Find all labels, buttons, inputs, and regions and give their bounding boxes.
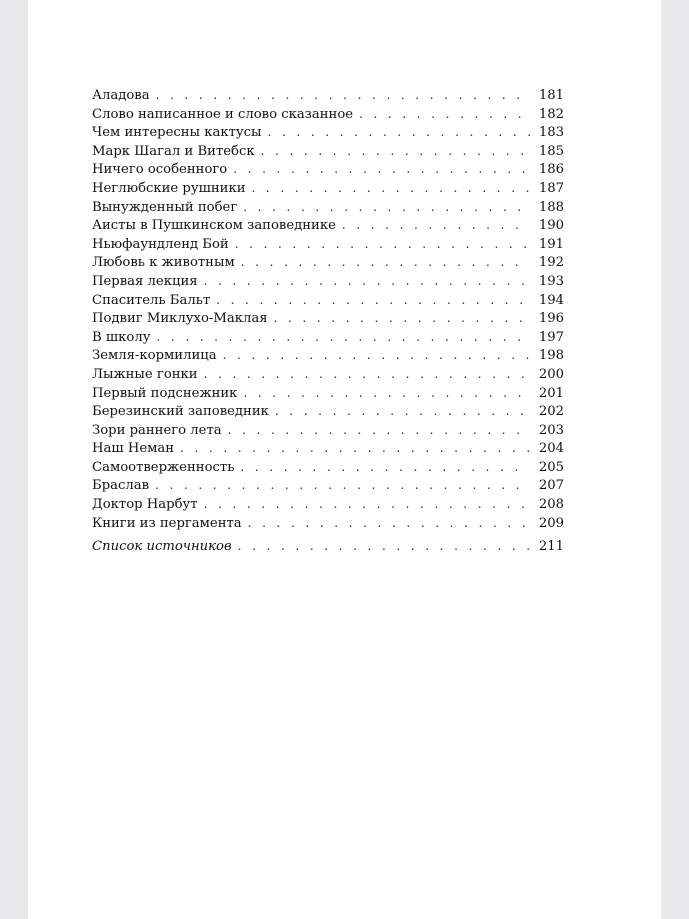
toc-dot-leader xyxy=(275,402,530,421)
toc-entry-title: Лыжные гонки xyxy=(92,366,198,382)
toc-entry-sources[interactable] xyxy=(92,537,564,556)
toc-entry-title: Книги из пергамента xyxy=(92,515,242,531)
document-page xyxy=(28,0,661,919)
toc-dot-leader xyxy=(268,123,530,142)
toc-entry-title: Подвиг Миклухо-Маклая xyxy=(92,311,268,327)
toc-entry-title: Слово написанное и слово сказанное xyxy=(92,106,354,122)
toc-entry-title: Зори раннего лета xyxy=(92,422,222,438)
toc-entry-title: Доктор Нарбут xyxy=(92,497,198,513)
toc-entry-page: 192 xyxy=(538,255,564,271)
toc-entry-page: 208 xyxy=(538,497,564,513)
toc-entry-page: 194 xyxy=(538,292,564,308)
toc-entry-page: 182 xyxy=(538,106,564,122)
toc-dot-leader xyxy=(241,253,530,272)
toc-dot-leader xyxy=(156,328,530,347)
toc-entry[interactable] xyxy=(92,514,564,533)
toc-dot-leader xyxy=(204,365,530,384)
toc-entry[interactable] xyxy=(92,384,564,403)
toc-entry[interactable] xyxy=(92,495,564,514)
toc-entry-page: 197 xyxy=(538,329,564,345)
toc-entry-title: Вынужденный побег xyxy=(92,199,238,215)
table-of-contents xyxy=(92,86,564,556)
toc-dot-leader xyxy=(261,142,530,161)
toc-dot-leader xyxy=(180,439,530,458)
toc-entry-title: Чем интересны кактусы xyxy=(92,125,262,141)
toc-entry-title: Ньюфаундленд Бой xyxy=(92,236,229,252)
toc-entry[interactable] xyxy=(92,160,564,179)
toc-entry-page: 200 xyxy=(538,366,564,382)
toc-dot-leader xyxy=(274,309,530,328)
toc-entry-page: 205 xyxy=(538,459,564,475)
toc-entry-page: 207 xyxy=(538,478,564,494)
toc-entry-page: 209 xyxy=(538,515,564,531)
toc-dot-leader xyxy=(216,291,530,310)
toc-entry-page: 187 xyxy=(538,180,564,196)
toc-entry[interactable] xyxy=(92,346,564,365)
toc-entry-title: Первая лекция xyxy=(92,273,198,289)
toc-entry-page: 198 xyxy=(538,348,564,364)
toc-entry-title: Наш Неман xyxy=(92,441,175,457)
toc-entry[interactable] xyxy=(92,458,564,477)
toc-entry-page: 211 xyxy=(538,539,564,555)
toc-entry-title: Список источников xyxy=(92,539,232,555)
toc-entry[interactable] xyxy=(92,309,564,328)
toc-entry-page: 185 xyxy=(538,143,564,159)
toc-entry-page: 190 xyxy=(538,218,564,234)
toc-entry-title: Березинский заповедник xyxy=(92,404,269,420)
toc-dot-leader xyxy=(233,160,530,179)
toc-entry[interactable] xyxy=(92,198,564,217)
toc-dot-leader xyxy=(243,384,530,403)
toc-dot-leader xyxy=(223,346,530,365)
toc-dot-leader xyxy=(243,198,530,217)
toc-entry-page: 183 xyxy=(538,125,564,141)
toc-entry[interactable] xyxy=(92,253,564,272)
toc-dot-leader xyxy=(359,105,530,124)
toc-entry-title: Аисты в Пушкинском заповеднике xyxy=(92,218,336,234)
toc-dot-leader xyxy=(228,421,530,440)
toc-entry-page: 196 xyxy=(538,311,564,327)
toc-entry-title: Ничего особенного xyxy=(92,162,228,178)
toc-dot-leader xyxy=(155,476,530,495)
toc-entry[interactable] xyxy=(92,142,564,161)
toc-entry-page: 193 xyxy=(538,273,564,289)
toc-entry-title: Неглюбские рушники xyxy=(92,180,246,196)
toc-entry-page: 203 xyxy=(538,422,564,438)
toc-dot-leader xyxy=(238,537,530,556)
toc-entry[interactable] xyxy=(92,179,564,198)
toc-entry[interactable] xyxy=(92,291,564,310)
toc-dot-leader xyxy=(342,216,530,235)
toc-entry-page: 186 xyxy=(538,162,564,178)
toc-entry-title: Первый подснежник xyxy=(92,385,238,401)
toc-entry[interactable] xyxy=(92,365,564,384)
toc-entry-page: 202 xyxy=(538,404,564,420)
toc-entry[interactable] xyxy=(92,272,564,291)
toc-entry-page: 201 xyxy=(538,385,564,401)
toc-entry[interactable] xyxy=(92,235,564,254)
toc-dot-leader xyxy=(240,458,530,477)
toc-entry-page: 181 xyxy=(538,88,564,103)
toc-entry-title: Самоотверженность xyxy=(92,459,235,475)
toc-entry-page: 191 xyxy=(538,236,564,252)
toc-entry-title: Аладова xyxy=(92,88,150,103)
toc-entry[interactable] xyxy=(92,123,564,142)
toc-entry-title: В школу xyxy=(92,329,151,345)
toc-dot-leader xyxy=(235,235,530,254)
toc-dot-leader xyxy=(204,495,530,514)
toc-entry[interactable] xyxy=(92,86,564,105)
toc-entry[interactable] xyxy=(92,402,564,421)
toc-dot-leader xyxy=(248,514,530,533)
toc-entry[interactable] xyxy=(92,328,564,347)
toc-entry[interactable] xyxy=(92,216,564,235)
toc-entry-page: 204 xyxy=(538,441,564,457)
toc-dot-leader xyxy=(156,86,530,105)
toc-entry-title: Любовь к животным xyxy=(92,255,235,271)
toc-entry-page: 188 xyxy=(538,199,564,215)
toc-dot-leader xyxy=(204,272,530,291)
toc-entry-title: Земля-кормилица xyxy=(92,348,217,364)
toc-entry-title: Марк Шагал и Витебск xyxy=(92,143,255,159)
toc-entry[interactable] xyxy=(92,439,564,458)
toc-entry[interactable] xyxy=(92,476,564,495)
toc-entry[interactable] xyxy=(92,421,564,440)
toc-entry[interactable] xyxy=(92,105,564,124)
toc-dot-leader xyxy=(252,179,531,198)
toc-entry-title: Браслав xyxy=(92,478,150,494)
toc-entry-title: Спаситель Бальт xyxy=(92,292,211,308)
